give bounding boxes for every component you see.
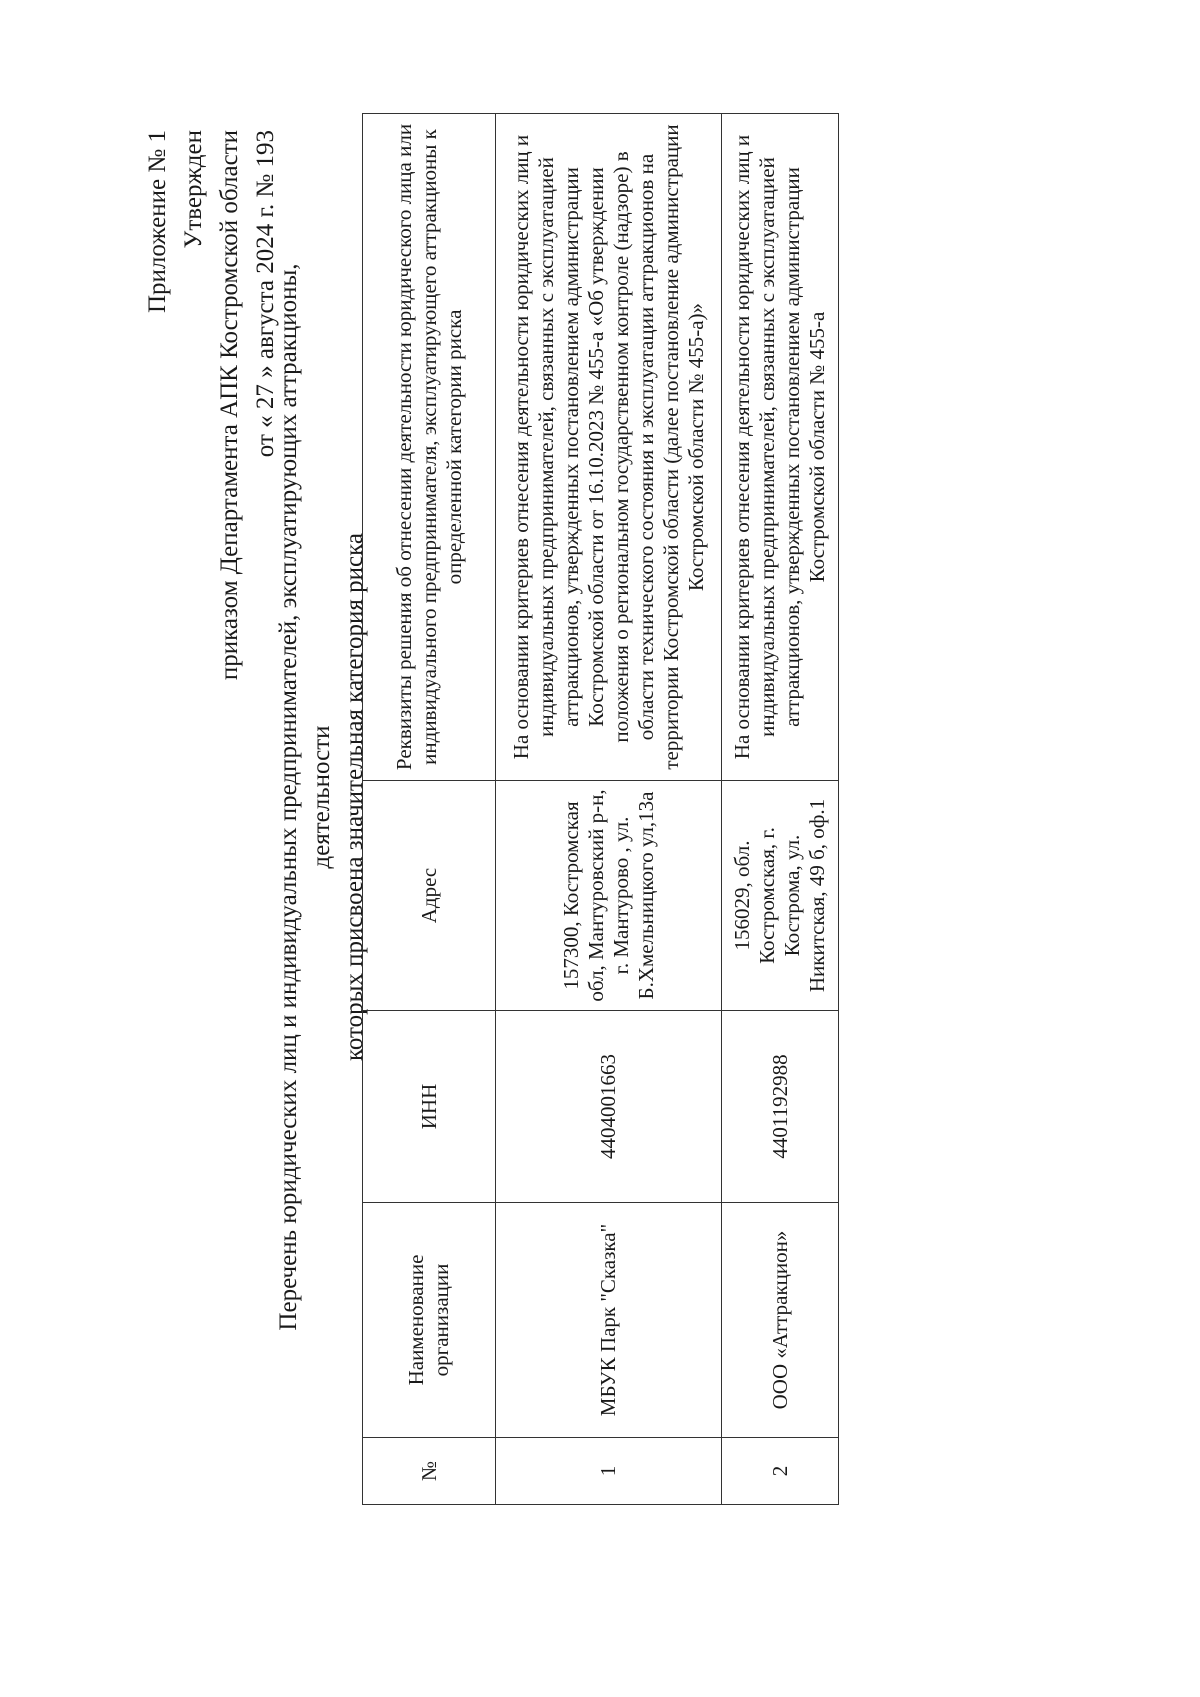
cell-inn: 4401192988 <box>722 1011 839 1203</box>
document-title <box>272 197 371 1397</box>
column-header-address: Адрес <box>363 781 496 1011</box>
title-line-2: которых присвоена значительная категория риска <box>341 532 368 1062</box>
registry-table <box>362 113 839 1505</box>
cell-organization-name: МБУК Парк "Сказка" <box>496 1203 722 1438</box>
appendix-label: Приложение № 1 <box>144 130 171 314</box>
table-header-row <box>363 114 496 1505</box>
order-authority: приказом Департамента АПК Костромской области <box>216 130 243 681</box>
approved-label: Утвержден <box>180 130 207 249</box>
cell-number: 1 <box>496 1438 722 1505</box>
column-header-number: № <box>363 1438 496 1505</box>
table-row <box>496 114 722 1505</box>
cell-basis: На основании критериев отнесения деятельности юридических лиц и индивидуальных предпринимателей, связанных с эксплуатацией аттракционов, утвержденных постановлением администрации Костромской области № 455-а <box>722 114 839 781</box>
cell-address: 157300, Костромская обл, Мантуровский р-н, г. Мантурово , ул. Б.Хмельницкого ул,13а <box>496 781 722 1011</box>
cell-organization-name: ООО «Аттракцион» <box>722 1203 839 1438</box>
title-line-1: Перечень юридических лиц и индивидуальных предпринимателей, эксплуатирующих аттракционы, деятельности <box>275 263 335 1331</box>
order-date-number: от « 27 » августа 2024 г. № 193 <box>252 130 279 458</box>
table-row <box>722 114 839 1505</box>
cell-inn: 4404001663 <box>496 1011 722 1203</box>
document-header <box>140 130 284 680</box>
cell-address: 156029, обл. Костромская, г. Кострома, ул. Никитская, 49 б, оф.1 <box>722 781 839 1011</box>
column-header-inn: ИНН <box>363 1011 496 1203</box>
cell-basis: На основании критериев отнесения деятельности юридических лиц и индивидуальных предпринимателей, связанных с эксплуатацией аттракционов, утвержденных постановлением администрации Костромской области от 16.10.2023 № 455-а «Об утверждении положения о региональном государственном контроле (надзоре) в области технического состояния и эксплуатации аттракционов на территории Костромской области (далее постановление администрации Костромской области № 455-а)» <box>496 114 722 781</box>
cell-number: 2 <box>722 1438 839 1505</box>
column-header-name: Наименование организации <box>363 1203 496 1438</box>
column-header-basis: Реквизиты решения об отнесении деятельности юридического лица или индивидуального предпринимателя, эксплуатирующего аттракционы к определенной категории риска <box>363 114 496 781</box>
